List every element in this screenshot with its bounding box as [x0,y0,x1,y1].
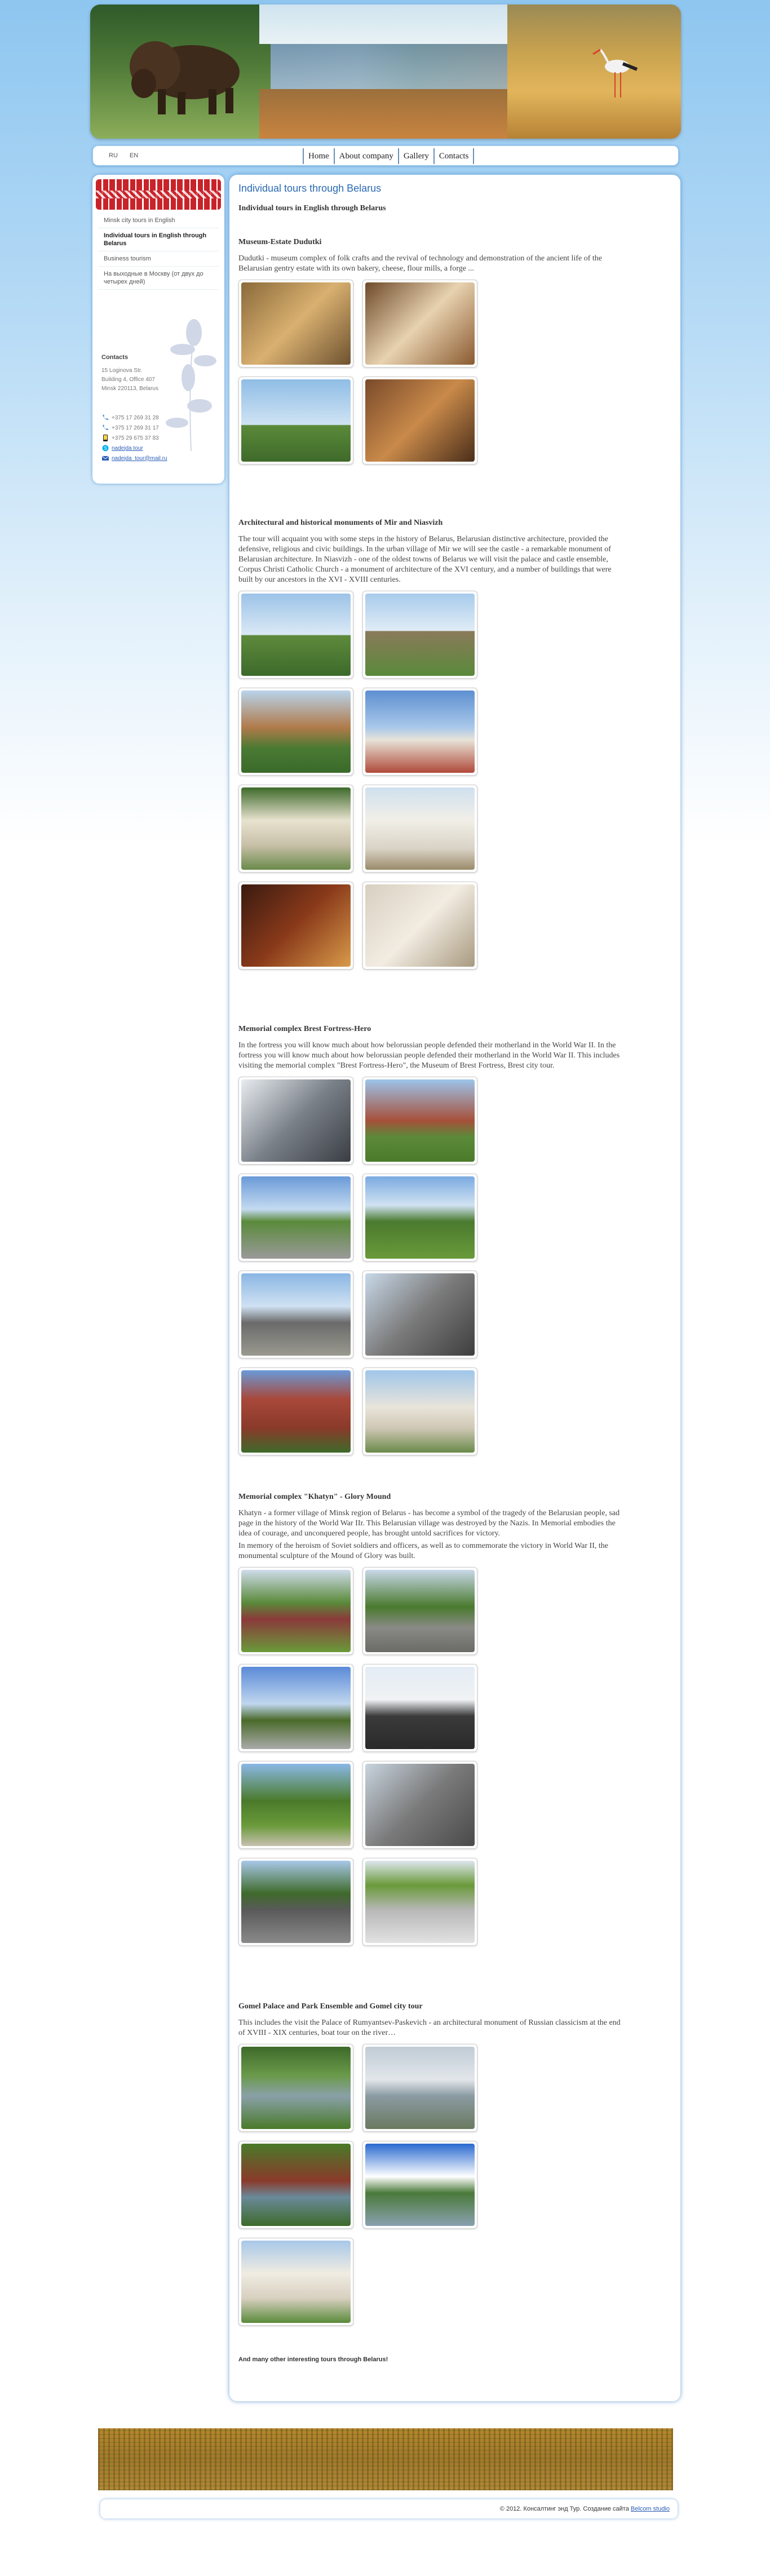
photo-thumbnail[interactable] [362,882,477,970]
photo-thumbnail[interactable] [238,2238,353,2326]
photo-thumbnail[interactable] [238,1761,353,1849]
lang-en-link[interactable]: EN [129,152,139,159]
sidebar-item-moscow-weekend[interactable]: На выходные в Москву (от двух до четырех дней) [98,267,219,290]
sidebar-item-business-tourism[interactable]: Business tourism [98,251,219,267]
developer-link[interactable]: Belcom studio [630,2506,670,2512]
section-khatyn [238,1493,627,1946]
main-menu [303,148,474,164]
skype-row [101,443,220,453]
bison-image [124,27,254,117]
photo-thumbnail[interactable] [362,785,477,873]
photo-thumbnail[interactable] [362,280,477,368]
phone-number: +375 17 269 31 28 [112,414,159,421]
footer-text [500,2506,670,2512]
phone-number: +375 17 269 31 17 [112,424,159,431]
photo-thumbnail[interactable] [238,280,353,368]
phone-icon [101,414,109,421]
contacts-title: Contacts [101,354,129,361]
photo-thumbnail[interactable] [238,2141,353,2229]
address-line: Minsk 220113, Belarus [101,386,158,392]
section-text: Dudutki - museum complex of folk crafts and the revival of technology and demonstration of the ancient life of the Belarusian gentry estate with its own bakery, cheese, flour mills, a forge ... [238,254,602,273]
header-banner [90,5,681,139]
lang-ru-link[interactable]: RU [109,152,118,159]
skype-icon [101,445,109,452]
photo-thumbnail[interactable] [238,882,353,970]
address-line: 15 Loginova Str. [101,368,143,374]
section-text: In memory of the heroism of Soviet soldiers and officers, as well as to commemorate the victory in World War II, the monumental sculpture of the Mound of Glory was built. [238,1542,608,1560]
section-heading: Memorial complex Brest Fortress-Hero [238,1025,371,1033]
photo-thumbnail[interactable] [362,2044,477,2132]
photo-thumbnail[interactable] [362,1367,477,1455]
belarusian-ornament [96,179,221,210]
phone-number: +375 29 675 37 83 [112,435,159,441]
photo-thumbnail[interactable] [362,688,477,776]
address-line: Building 4, Office 407 [101,377,155,383]
photo-thumbnail[interactable] [362,1174,477,1262]
photo-thumbnail[interactable] [238,1271,353,1358]
photo-gallery [238,1077,627,1455]
decorative-woven-band [98,2428,673,2490]
contacts-phones [101,413,220,463]
photo-thumbnail[interactable] [362,1567,477,1655]
sidebar [92,175,224,484]
section-mir-niasvizh [238,519,627,970]
photo-gallery [238,2044,627,2326]
contacts-block [101,354,220,463]
photo-thumbnail[interactable] [238,785,353,873]
photo-thumbnail[interactable] [238,1664,353,1752]
sidebar-item-minsk-city-tours[interactable]: Minsk city tours in English [98,213,219,228]
photo-thumbnail[interactable] [238,1077,353,1165]
email-icon [101,455,109,462]
phone-row [101,413,220,423]
photo-thumbnail[interactable] [362,1858,477,1946]
photo-thumbnail[interactable] [238,1858,353,1946]
section-heading: Architectural and historical monuments of Mir and Niasvizh [238,519,443,527]
photo-thumbnail[interactable] [238,377,353,464]
menu-gallery[interactable]: Gallery [398,148,433,164]
copyright-text: © 2012. Консалтинг энд Тур. Создание сайта [499,2506,629,2512]
phone-row [101,423,220,433]
sidebar-nav [98,213,219,290]
section-text: In the fortress you will know much about how belorussian people defended their motherland in the World War II. In the fortress you will know much about how belorussian people defended their motherland in the World War II. This includes visiting the memorial complex "Brest Fortress-Hero", the Museum of Brest Fortress, Brest city tour. [238,1041,620,1070]
photo-thumbnail[interactable] [238,1174,353,1262]
page-title: Individual tours through Belarus [238,183,382,194]
section-brest-fortress [238,1025,627,1455]
mobile-phone-icon [101,435,109,441]
menu-home[interactable]: Home [303,148,334,164]
section-heading: Memorial complex "Khatyn" - Glory Mound [238,1493,391,1501]
contacts-address [101,366,220,393]
sidebar-item-individual-tours[interactable]: Individual tours in English through Belarus [98,228,219,251]
phone-row [101,433,220,443]
section-heading: Museum-Estate Dudutki [238,238,322,246]
photo-gallery [238,1567,627,1946]
photo-thumbnail[interactable] [238,688,353,776]
photo-thumbnail[interactable] [362,1761,477,1849]
photo-thumbnail[interactable] [362,377,477,464]
svg-text:S: S [104,446,107,451]
language-switcher [109,152,148,159]
skype-link[interactable]: nadejda tour [112,445,143,452]
section-text: Khatyn - a former village of Minsk region of Belarus - has become a symbol of the tragedy of the Belarusian people, sad page in the history of the World War IIr. This Belarusian village was destroyed by the Nazis. In Memorial embodies the idea of courage, and unconquered people, has brought untold sacrifices for victory. [238,1509,620,1538]
section-heading: Gomel Palace and Park Ensemble and Gomel city tour [238,2002,423,2011]
section-gomel [238,2002,627,2326]
photo-thumbnail[interactable] [238,1567,353,1655]
menu-about-company[interactable]: About company [334,148,398,164]
photo-thumbnail[interactable] [362,2141,477,2229]
photo-thumbnail[interactable] [362,1664,477,1752]
photo-thumbnail[interactable] [238,1367,353,1455]
photo-thumbnail[interactable] [362,1077,477,1165]
email-link[interactable]: nadejda_tour@mail.ru [112,455,167,462]
photo-thumbnail[interactable] [362,1271,477,1358]
photo-thumbnail[interactable] [238,591,353,679]
top-navigation-bar [92,145,679,166]
closing-tagline: And many other interesting tours through Belarus! [238,2356,388,2363]
page-subtitle: Individual tours in English through Belarus [238,204,386,213]
footer [100,2499,678,2519]
section-dudutki [238,238,627,464]
stork-image [592,44,643,100]
photo-gallery [238,280,627,464]
photo-gallery [238,591,627,970]
main-content [229,175,680,2401]
photo-thumbnail[interactable] [362,591,477,679]
email-row [101,453,220,463]
photo-thumbnail[interactable] [238,2044,353,2132]
menu-contacts[interactable]: Contacts [433,148,475,164]
section-text: This includes the visit the Palace of Rumyantsev-Paskevich - an architectural monument of Russian classicism at the end of XVIII - XIX centuries, boat tour on the river… [238,2019,621,2037]
phone-icon [101,424,109,431]
section-text: The tour will acquaint you with some steps in the history of Belarus, Belarusian distinctive architecture, provided the defensive, religious and civic buildings. In the urban village of Mir we will see the castle - a remarkable monument of Belarusian architecture. In Niasvizh - one of the oldest towns of Belarus we will visit the palace and castle ensemble, Corpus Christi Catholic Church - a monument of architecture of the XVI century, and a number of buildings that were built by our ancestors in the XVI - XVIII centuries. [238,535,612,584]
